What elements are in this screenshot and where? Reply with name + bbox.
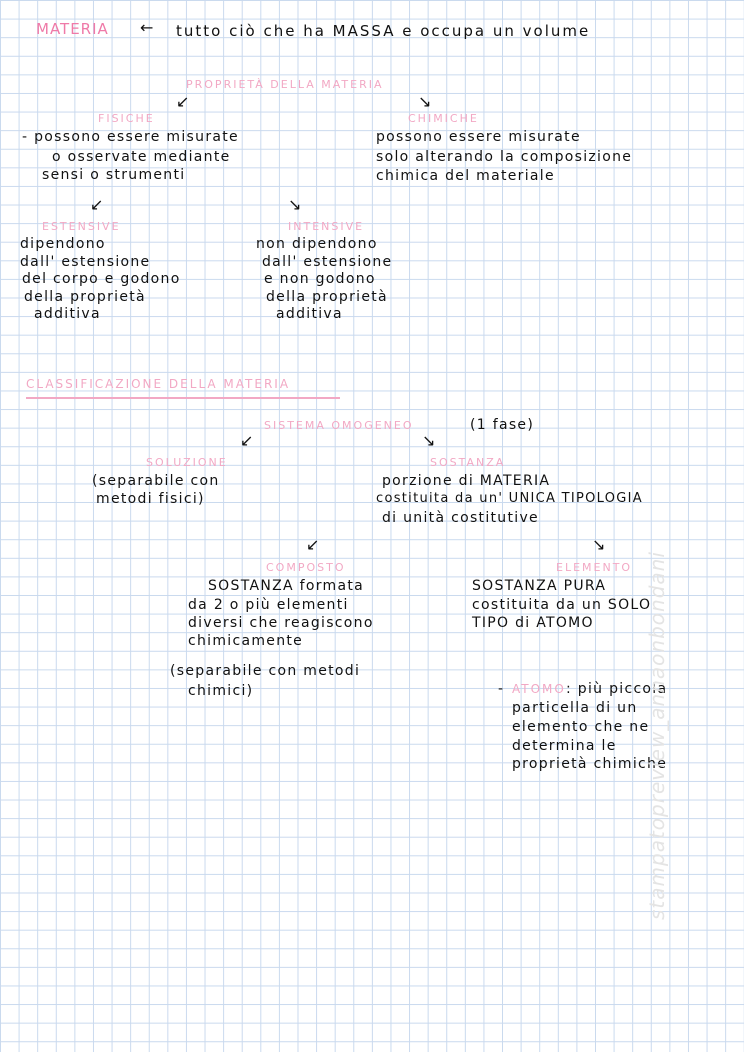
system-heading: SISTEMA OMOGENEO [264, 419, 414, 432]
atom-line-2: elemento che ne [512, 719, 650, 735]
element-line-1: SOSTANZA PURA [472, 578, 607, 594]
compound-note-line-2: chimici) [188, 683, 254, 699]
solution-line-1: (separabile con [92, 473, 220, 489]
extensive-heading: ESTENSIVE [42, 220, 121, 233]
intensive-line-5: additiva [276, 306, 343, 322]
physical-line-2: o osservate mediante [52, 149, 231, 165]
arrow-down-right-icon: ↘ [418, 92, 432, 111]
element-line-2: costituita da un SOLO [472, 597, 652, 613]
physical-line-1: - possono essere misurate [22, 129, 239, 145]
compound-line-4: chimicamente [188, 633, 304, 649]
chemical-line-2: solo alterando la composizione [376, 149, 633, 165]
extensive-line-1: dipendono [20, 236, 106, 252]
solution-line-2: metodi fisici) [96, 491, 205, 507]
atom-line-4: proprietà chimiche [512, 756, 668, 772]
arrow-down-left-icon: ↙ [176, 92, 190, 111]
substance-line-1: porzione di MATERIA [382, 473, 551, 489]
arrow-down-left-icon: ↙ [306, 535, 320, 554]
arrow-down-left-icon: ↙ [240, 431, 254, 450]
intensive-line-3: e non godono [264, 271, 376, 287]
compound-line-3: diversi che reagiscono [188, 615, 374, 631]
arrow-down-left-icon: ↙ [90, 195, 104, 214]
watermark: stampatopreview_annaonbondani [645, 551, 669, 920]
left-arrow-icon: ← [140, 18, 154, 37]
chemical-line-1: possono essere misurate [376, 129, 581, 145]
intensive-line-1: non dipendono [256, 236, 378, 252]
materia-title: MATERIA [36, 20, 109, 38]
element-heading: ELEMENTO [556, 561, 633, 574]
arrow-down-right-icon: ↘ [592, 535, 606, 554]
extensive-line-2: dall' estensione [20, 254, 151, 270]
solution-heading: SOLUZIONE [146, 456, 228, 469]
substance-line-2: costituita da un' UNICA TIPOLOGIA [376, 491, 643, 506]
compound-line-1: SOSTANZA formata [208, 578, 365, 594]
extensive-line-4: della proprietà [24, 289, 146, 305]
chemical-heading: CHIMICHE [408, 112, 479, 125]
atom-line-3: determina le [512, 738, 617, 754]
properties-heading: PROPRIETÀ DELLA MATERIA [186, 78, 384, 91]
chemical-line-3: chimica del materiale [376, 168, 555, 184]
atom-line-1: particella di un [512, 700, 638, 716]
physical-line-3: sensi o strumenti [42, 167, 186, 183]
atom-text-first: : più piccola [566, 681, 668, 697]
arrow-down-right-icon: ↘ [288, 195, 302, 214]
heading-underline [26, 397, 340, 399]
intensive-line-2: dall' estensione [262, 254, 393, 270]
phase-note: (1 fase) [470, 417, 535, 433]
element-line-3: TIPO di ATOMO [472, 615, 594, 631]
compound-heading: COMPOSTO [266, 561, 346, 574]
classification-heading: CLASSIFICAZIONE DELLA MATERIA [26, 377, 291, 391]
atom-bullet: - [498, 681, 505, 697]
physical-heading: FISICHE [98, 112, 155, 125]
compound-note-line-1: (separabile con metodi [170, 663, 361, 679]
atom-label: ATOMO [512, 682, 566, 696]
arrow-down-right-icon: ↘ [422, 431, 436, 450]
substance-line-3: di unità costitutive [382, 510, 539, 526]
extensive-line-5: additiva [34, 306, 101, 322]
materia-definition: tutto ciò che ha MASSA e occupa un volume [176, 22, 591, 40]
compound-line-2: da 2 o più elementi [188, 597, 349, 613]
intensive-line-4: della proprietà [266, 289, 388, 305]
extensive-line-3: del corpo e godono [22, 271, 181, 287]
intensive-heading: INTENSIVE [288, 220, 365, 233]
substance-heading: SOSTANZA [430, 456, 506, 469]
